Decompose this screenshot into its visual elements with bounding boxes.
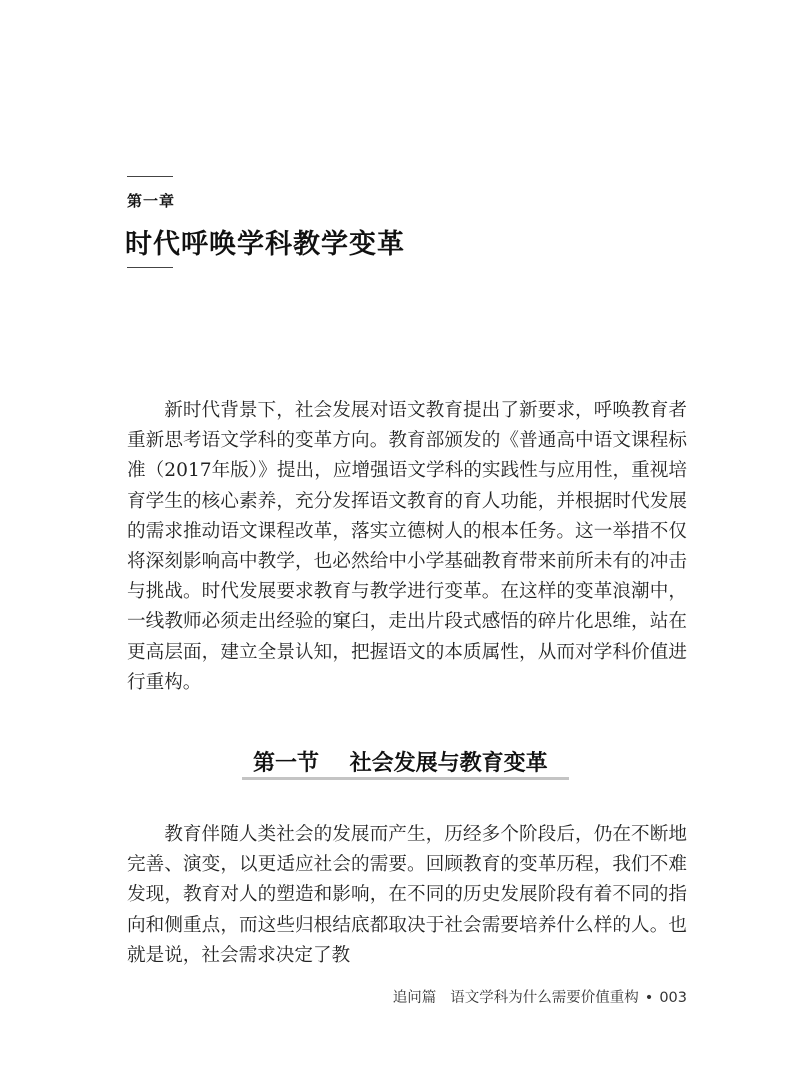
footer-part: 追问篇 — [392, 990, 437, 1006]
chapter-top-rule — [127, 176, 173, 177]
chapter-title: 时代呼唤学科教学变革 — [125, 229, 405, 260]
body-paragraph-1: 新时代背景下，社会发展对语文教育提出了新要求，呼唤教育者重新思考语文学科的变革方向。教育部颁发的《普通高中语文课程标准（2017年版）》提出，应增强语文学科的实践性与应用性，重视培育学生的核心素养，充分发挥语文教育的育人功能，并根据时代发展的需求推动语文课程改革，落实立德树人的根本任务。这一举措不仅将深刻影响高中教学，也必然给中小学基础教育带来前所未有的冲击与挑战。时代发展要求教育与教学进行变革。在这样的变革浪潮中，一线教师必须走出经验的窠臼，走出片段式感悟的碎片化思维，站在更高层面，建立全景认知，把握语文的本质属性，从而对学科价值进行重构。 — [127, 400, 687, 693]
footer-separator: • — [644, 990, 654, 1006]
chapter-label: 第一章 — [127, 192, 176, 210]
section-number: 第一节 — [253, 750, 320, 776]
section-title: 社会发展与教育变革 — [349, 750, 548, 776]
page-number: 003 — [659, 990, 687, 1006]
section-heading-underline — [242, 777, 569, 780]
section-heading — [247, 746, 554, 781]
body-paragraph-2: 教育伴随人类社会的发展而产生，历经多个阶段后，仍在不断地完善、演变，以更适应社会的需要。回顾教育的变革历程，我们不难发现，教育对人的塑造和影响，在不同的历史发展阶段有着不同的指向和侧重点，而这些归根结底都取决于社会需要培养什么样的人。也就是说，社会需求决定了教 — [127, 824, 687, 966]
running-footer — [393, 986, 687, 1007]
footer-chapter-title: 语文学科为什么需要价值重构 — [450, 990, 639, 1006]
chapter-bottom-rule — [127, 267, 173, 268]
